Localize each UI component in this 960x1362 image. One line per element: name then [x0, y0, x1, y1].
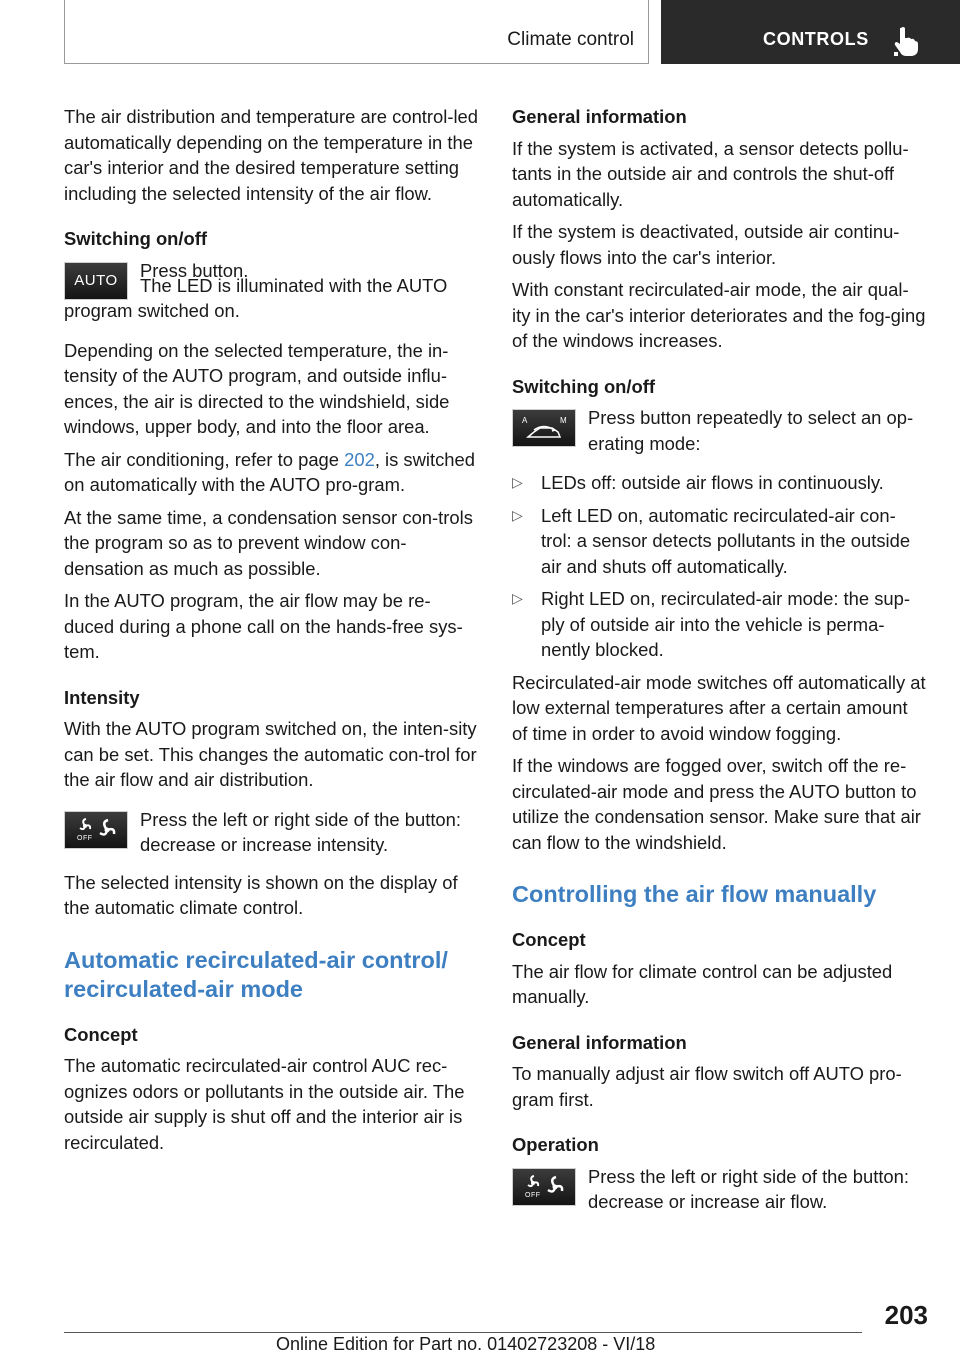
recirc-button-image [512, 409, 576, 447]
list-item: ▷ Left LED on, automatic recirculated-air con-trol: a sensor detects pollutants in the outside air and shuts off automatically. [512, 503, 926, 580]
deactivated-paragraph: If the system is deactivated, outside air continu-ously flows into the car's interior. [512, 221, 900, 268]
fogged-paragraph: If the windows are fogged over, switch off the re-circulated-air mode and press the AUTO button to utilize the condensation sensor. Make sure that air can flow to the windshield. [512, 755, 921, 853]
activated-paragraph: If the system is activated, a sensor detects pollu-tants in the outside air and controls the shut-off automatically. [512, 137, 909, 210]
page-link-202[interactable]: 202 [344, 448, 375, 470]
concept-heading-right: Concept [512, 929, 586, 950]
fan-button-row [64, 807, 478, 858]
svg-text:M: M [560, 416, 568, 425]
display-paragraph: The selected intensity is shown on the display of the automatic climate control. [64, 871, 458, 918]
header-bottom-border [64, 63, 648, 64]
section-title-auc-line2: recirculated-air mode [64, 975, 304, 1002]
fan-off-icon [519, 1174, 569, 1200]
intensity-paragraph: With the AUTO program switched on, the inten-sity can be set. This changes the automatic con-trol for the air flow and air distribution. [64, 718, 477, 790]
general-info-heading-2: General information [512, 1031, 687, 1053]
auto-button-label: AUTO [74, 272, 118, 289]
header-tab-label: CONTROLS [763, 29, 869, 49]
svg-text:A: A [522, 416, 528, 425]
auto-button-row [64, 258, 478, 306]
ac-text-post: , is switched on automatically with the AUTO pro-gram. [64, 448, 475, 495]
svg-text:OFF: OFF [525, 1191, 541, 1199]
air-conditioning-paragraph [64, 447, 478, 498]
concept-heading: Concept [64, 1023, 138, 1045]
intensity-heading: Intensity [64, 686, 140, 708]
condensation-paragraph: At the same time, a condensation sensor con-trols the program so as to prevent window con-densation as much as possible. [64, 506, 473, 579]
general-info-heading: General information [512, 106, 687, 127]
section-title-manual: Controlling the air flow manually [512, 881, 877, 907]
recirc-button-text: Press button repeatedly to select an op-erating mode: [588, 407, 914, 454]
switches-off-paragraph: Recirculated-air mode switches off automatically at low external temperatures after a certain amount of time in order to avoid window fogging. [512, 671, 926, 744]
auto-button-image [64, 262, 128, 300]
left-column [64, 104, 478, 1162]
fan-button-text: Press the left or right side of the button: decrease or increase intensity. [140, 808, 461, 855]
fan-button-image-right [512, 1168, 576, 1206]
list-item: ▷ Right LED on, recirculated-air mode: the sup-ply of outside air into the vehicle is perma-nently blocked. [512, 586, 926, 663]
concept-paragraph: The automatic recirculated-air control AUC rec-ognizes odors or pollutants in the outside air. The outside air supply is shut off and the interior air is recirculated. [64, 1055, 465, 1153]
section-title-auc [64, 946, 478, 1004]
header-left-border [64, 0, 65, 64]
fan-button-text-right: Press the left or right side of the button: decrease or increase air flow. [588, 1165, 909, 1212]
fan-off-icon [71, 817, 121, 843]
fan-button-row-right [512, 1164, 926, 1215]
footer-rule [64, 1332, 862, 1333]
ac-text-pre: The air conditioning, refer to page [64, 448, 345, 470]
constant-paragraph: With constant recirculated-air mode, the air qual-ity in the car's interior deteriorates and the fog-ging of the windows increases. [512, 279, 926, 351]
press-button-text: Press button. [140, 259, 249, 281]
mode-list [512, 470, 926, 663]
concept-paragraph-right: The air flow for climate control can be adjusted manually. [512, 960, 893, 1007]
fan-button-image [64, 811, 128, 849]
led-paragraph: The LED is illuminated with the AUTO program switched on. [64, 274, 448, 321]
operation-heading: Operation [512, 1134, 599, 1155]
general-info-paragraph-2: To manually adjust air flow switch off AUTO pro-gram first. [512, 1063, 902, 1110]
pointing-hand-icon [892, 24, 922, 56]
recirc-button-row [512, 405, 926, 456]
header-divider [648, 0, 649, 64]
footer-edition: Online Edition for Part no. 01402723208 - VI/18 [276, 1334, 656, 1354]
recirculation-icon [516, 413, 572, 443]
switching-heading: Switching on/off [64, 228, 208, 249]
phone-paragraph: In the AUTO program, the air flow may be re-duced during a phone call on the hands-free sys-tem. [64, 590, 463, 662]
header-section-title: Climate control [507, 29, 634, 50]
depending-paragraph: Depending on the selected temperature, the in-tensity of the AUTO program, and outside influ-ences, the air is directed to the windshield, side windows, upper body, and into the floor area. [64, 339, 450, 437]
right-column [512, 104, 926, 1222]
list-item: ▷ LEDs off: outside air flows in continuously. [512, 470, 926, 496]
section-title-auc-line1: Automatic recirculated-air control/ [64, 946, 448, 973]
switching-heading-right: Switching on/off [512, 375, 656, 397]
intro-paragraph: The air distribution and temperature are control-led automatically depending on the temperature in the car's interior and the desired temperature setting including the selected intensity of the air flow. [64, 106, 479, 204]
page-number: 203 [884, 1300, 928, 1330]
svg-text:OFF: OFF [77, 834, 93, 842]
